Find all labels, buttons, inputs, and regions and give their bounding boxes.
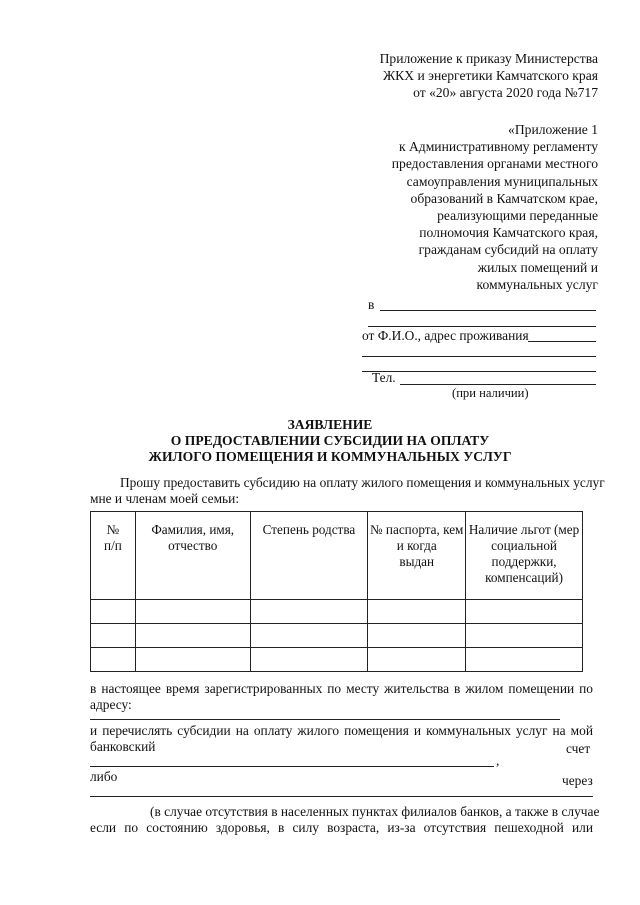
title-line: ЗАЯВЛЕНИЕ — [287, 417, 373, 432]
registered-line: в настоящее время зарегистрированных по месту жительства в жилом помещении по — [90, 681, 593, 696]
table-cell[interactable] — [135, 624, 250, 648]
addressee-to-field[interactable] — [380, 310, 596, 311]
request-line: мне и членам моей семьи: — [90, 491, 240, 506]
regulation-line: самоуправления муниципальных — [406, 173, 598, 189]
regulation-line: жилых помещений и — [477, 259, 598, 275]
column-header-number: № п/п — [91, 512, 136, 600]
regulation-line: коммунальных услуг — [476, 276, 598, 292]
transfer-line: и перечислять субсидии на оплату жилого помещения и коммунальных услуг на мой — [90, 723, 593, 738]
regulation-line: предоставления органами местного — [391, 156, 598, 172]
regulation-line: к Административному регламенту — [398, 139, 598, 155]
applicant-address-field[interactable] — [362, 356, 596, 357]
registered-address-field[interactable] — [90, 719, 560, 720]
alternative-delivery-field[interactable] — [90, 796, 593, 797]
title-line: ЖИЛОГО ПОМЕЩЕНИЯ И КОММУНАЛЬНЫХ УСЛУГ — [148, 449, 512, 464]
table-cell[interactable] — [368, 624, 466, 648]
regulation-line: гражданам субсидий на оплату — [418, 242, 598, 258]
column-header-relationship: Степень родства — [250, 512, 368, 600]
order-reference — [330, 50, 598, 102]
family-members-table — [90, 511, 583, 672]
table-cell[interactable] — [91, 648, 136, 672]
order-reference-line: от «20» августа 2020 года №717 — [413, 85, 598, 101]
document-title — [60, 417, 600, 465]
phone-field[interactable] — [400, 384, 596, 385]
table-cell[interactable] — [466, 624, 583, 648]
table-cell[interactable] — [250, 600, 368, 624]
title-line: О ПРЕДОСТАВЛЕНИИ СУБСИДИИ НА ОПЛАТУ — [170, 433, 490, 448]
regulation-line: полномочия Камчатского края, — [419, 225, 598, 241]
table-header-row — [91, 512, 583, 600]
regulation-reference — [330, 121, 598, 293]
table-cell[interactable] — [466, 600, 583, 624]
via-label: через — [562, 773, 593, 788]
account-label: счет — [566, 741, 591, 756]
table-row — [91, 648, 583, 672]
bank-account-field[interactable] — [90, 766, 494, 767]
table-cell[interactable] — [368, 600, 466, 624]
table-row — [91, 624, 583, 648]
table-cell[interactable] — [91, 624, 136, 648]
phone-note: (при наличии) — [452, 386, 529, 400]
table-cell[interactable] — [250, 648, 368, 672]
regulation-line: реализующими переданные — [437, 208, 598, 224]
column-header-passport: № паспорта, кем и когда выдан — [368, 512, 466, 600]
registered-line: адресу: — [90, 697, 132, 712]
table-cell[interactable] — [368, 648, 466, 672]
regulation-line: образований в Камчатском крае, — [410, 190, 598, 206]
applicant-address-field-2[interactable] — [362, 371, 596, 372]
to-label: в — [368, 297, 375, 312]
table-row — [91, 600, 583, 624]
note-line: если по состоянию здоровья, в силу возраста, из-за отсутствия пешеходной или — [90, 820, 593, 835]
regulation-line: «Приложение 1 — [508, 122, 598, 137]
column-header-full-name: Фамилия, имя, отчество — [135, 512, 250, 600]
column-header-benefits: Наличие льгот (мер социальной поддержки, компенсаций) — [466, 512, 583, 600]
table-cell[interactable] — [466, 648, 583, 672]
addressee-to-field-2[interactable] — [368, 326, 596, 327]
comma-mark: , — [496, 753, 500, 768]
applicant-name-field[interactable] — [528, 341, 596, 342]
table-cell[interactable] — [250, 624, 368, 648]
table-cell[interactable] — [135, 648, 250, 672]
table-cell[interactable] — [91, 600, 136, 624]
note-line: (в случае отсутствия в населенных пунктах филиалов банков, а также в случае — [150, 804, 600, 819]
table-cell[interactable] — [135, 600, 250, 624]
order-reference-line: Приложение к приказу Министерства — [379, 51, 598, 66]
either-label: либо — [90, 769, 118, 784]
from-label: от Ф.И.О., адрес проживания — [362, 328, 529, 343]
request-line: Прошу предоставить субсидию на оплату жилого помещения и коммунальных услуг — [120, 475, 605, 490]
bank-label: банковский — [90, 739, 156, 754]
order-reference-line: ЖКХ и энергетики Камчатского края — [382, 68, 598, 84]
phone-label: Тел. — [372, 370, 396, 385]
